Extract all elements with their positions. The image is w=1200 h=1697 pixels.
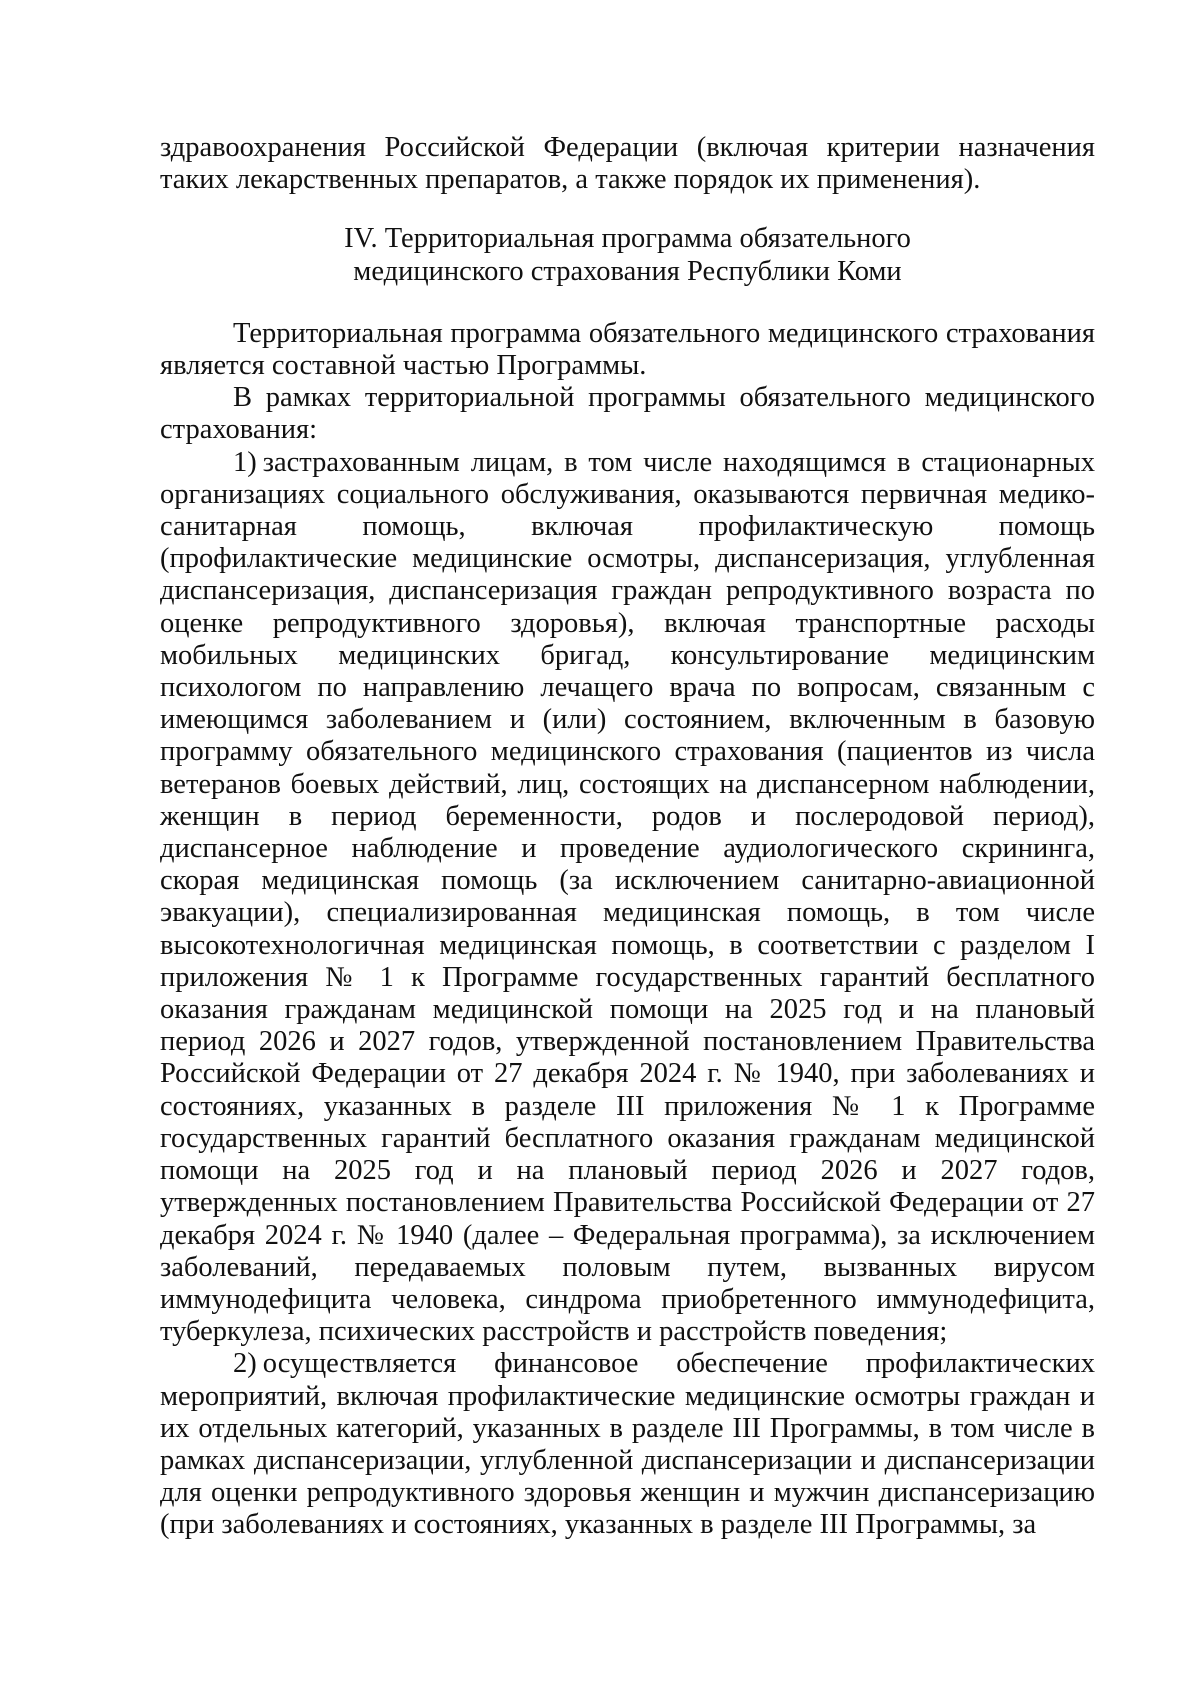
section-heading-line2: медицинского страхования Республики Коми [353,255,902,287]
section-heading-line1: IV. Территориальная программа обязательного [344,223,911,255]
list-item-number: 1) [233,446,257,478]
body-paragraph: Территориальная программа обязательного медицинского страхования является составной частью Программы. [160,317,1095,382]
list-item [160,1348,1095,1541]
list-item-text: осуществляется финансовое обеспечение профилактических мероприятий, включая профилактические медицинские осмотры граждан и их отдельных категорий, указанных в разделе III Программы, в том числе в рамках диспансеризации, углубленной диспансеризации и диспансеризации для оценки репродуктивного здоровья женщин и мужчин диспансеризацию (при заболеваниях и состояниях, указанных в разделе III Программы, за [160,1348,1095,1541]
document-page [160,132,1095,1542]
section-heading [160,223,1095,287]
list-item-text: застрахованным лицам, в том числе находящимся в стационарных организациях социального обслуживания, оказываются первичная медико-санитарная помощь, включая профилактическую помощь (профилактические медицинские осмотры, диспансеризация, углубленная диспансеризация, диспансеризация граждан репродуктивного возраста по оценке репродуктивного здоровья), включая транспортные расходы мобильных медицинских бригад, консультирование медицинским психологом по направлению лечащего врача по вопросам, связанным с имеющимся заболеванием и (или) состоянием, включенным в базовую программу обязательного медицинского страхования (пациентов из числа ветеранов боевых действий, лиц, состоящих на диспансерном наблюдении, женщин в период беременности, родов и послеродовой период), диспансерное наблюдение и проведение аудиологического скрининга, скорая медицинская помощь (за исключением санитарно-авиационной эвакуации), специализированная медицинская помощь, в том числе высокотехнологичная медицинская помощь, в соответствии с разделом I приложения № 1 к Программе государственных гарантий бесплатного оказания гражданам медицинской помощи на 2025 год и на плановый период 2026 и 2027 годов, утвержденной постановлением Правительства Российской Федерации от 27 декабря 2024 г. № 1940, при заболеваниях и состояниях, указанных в разделе III приложения № 1 к Программе государственных гарантий бесплатного оказания гражданам медицинской помощи на 2025 год и на плановый период 2026 и 2027 годов, утвержденных постановлением Правительства Российской Федерации от 27 декабря 2024 г. № 1940 (далее – Федеральная программа), за исключением заболеваний, передаваемых половым путем, вызванных вирусом иммунодефицита человека, синдрома приобретенного иммунодефицита, туберкулеза, психических расстройств и расстройств поведения; [160,446,1095,1348]
list-item-number: 2) [233,1348,257,1380]
body-paragraph: В рамках территориальной программы обязательного медицинского страхования: [160,382,1095,446]
intro-paragraph: здравоохранения Российской Федерации (включая критерии назначения таких лекарственных препаратов, а также порядок их применения). [160,132,1095,196]
list-item [160,447,1095,1349]
